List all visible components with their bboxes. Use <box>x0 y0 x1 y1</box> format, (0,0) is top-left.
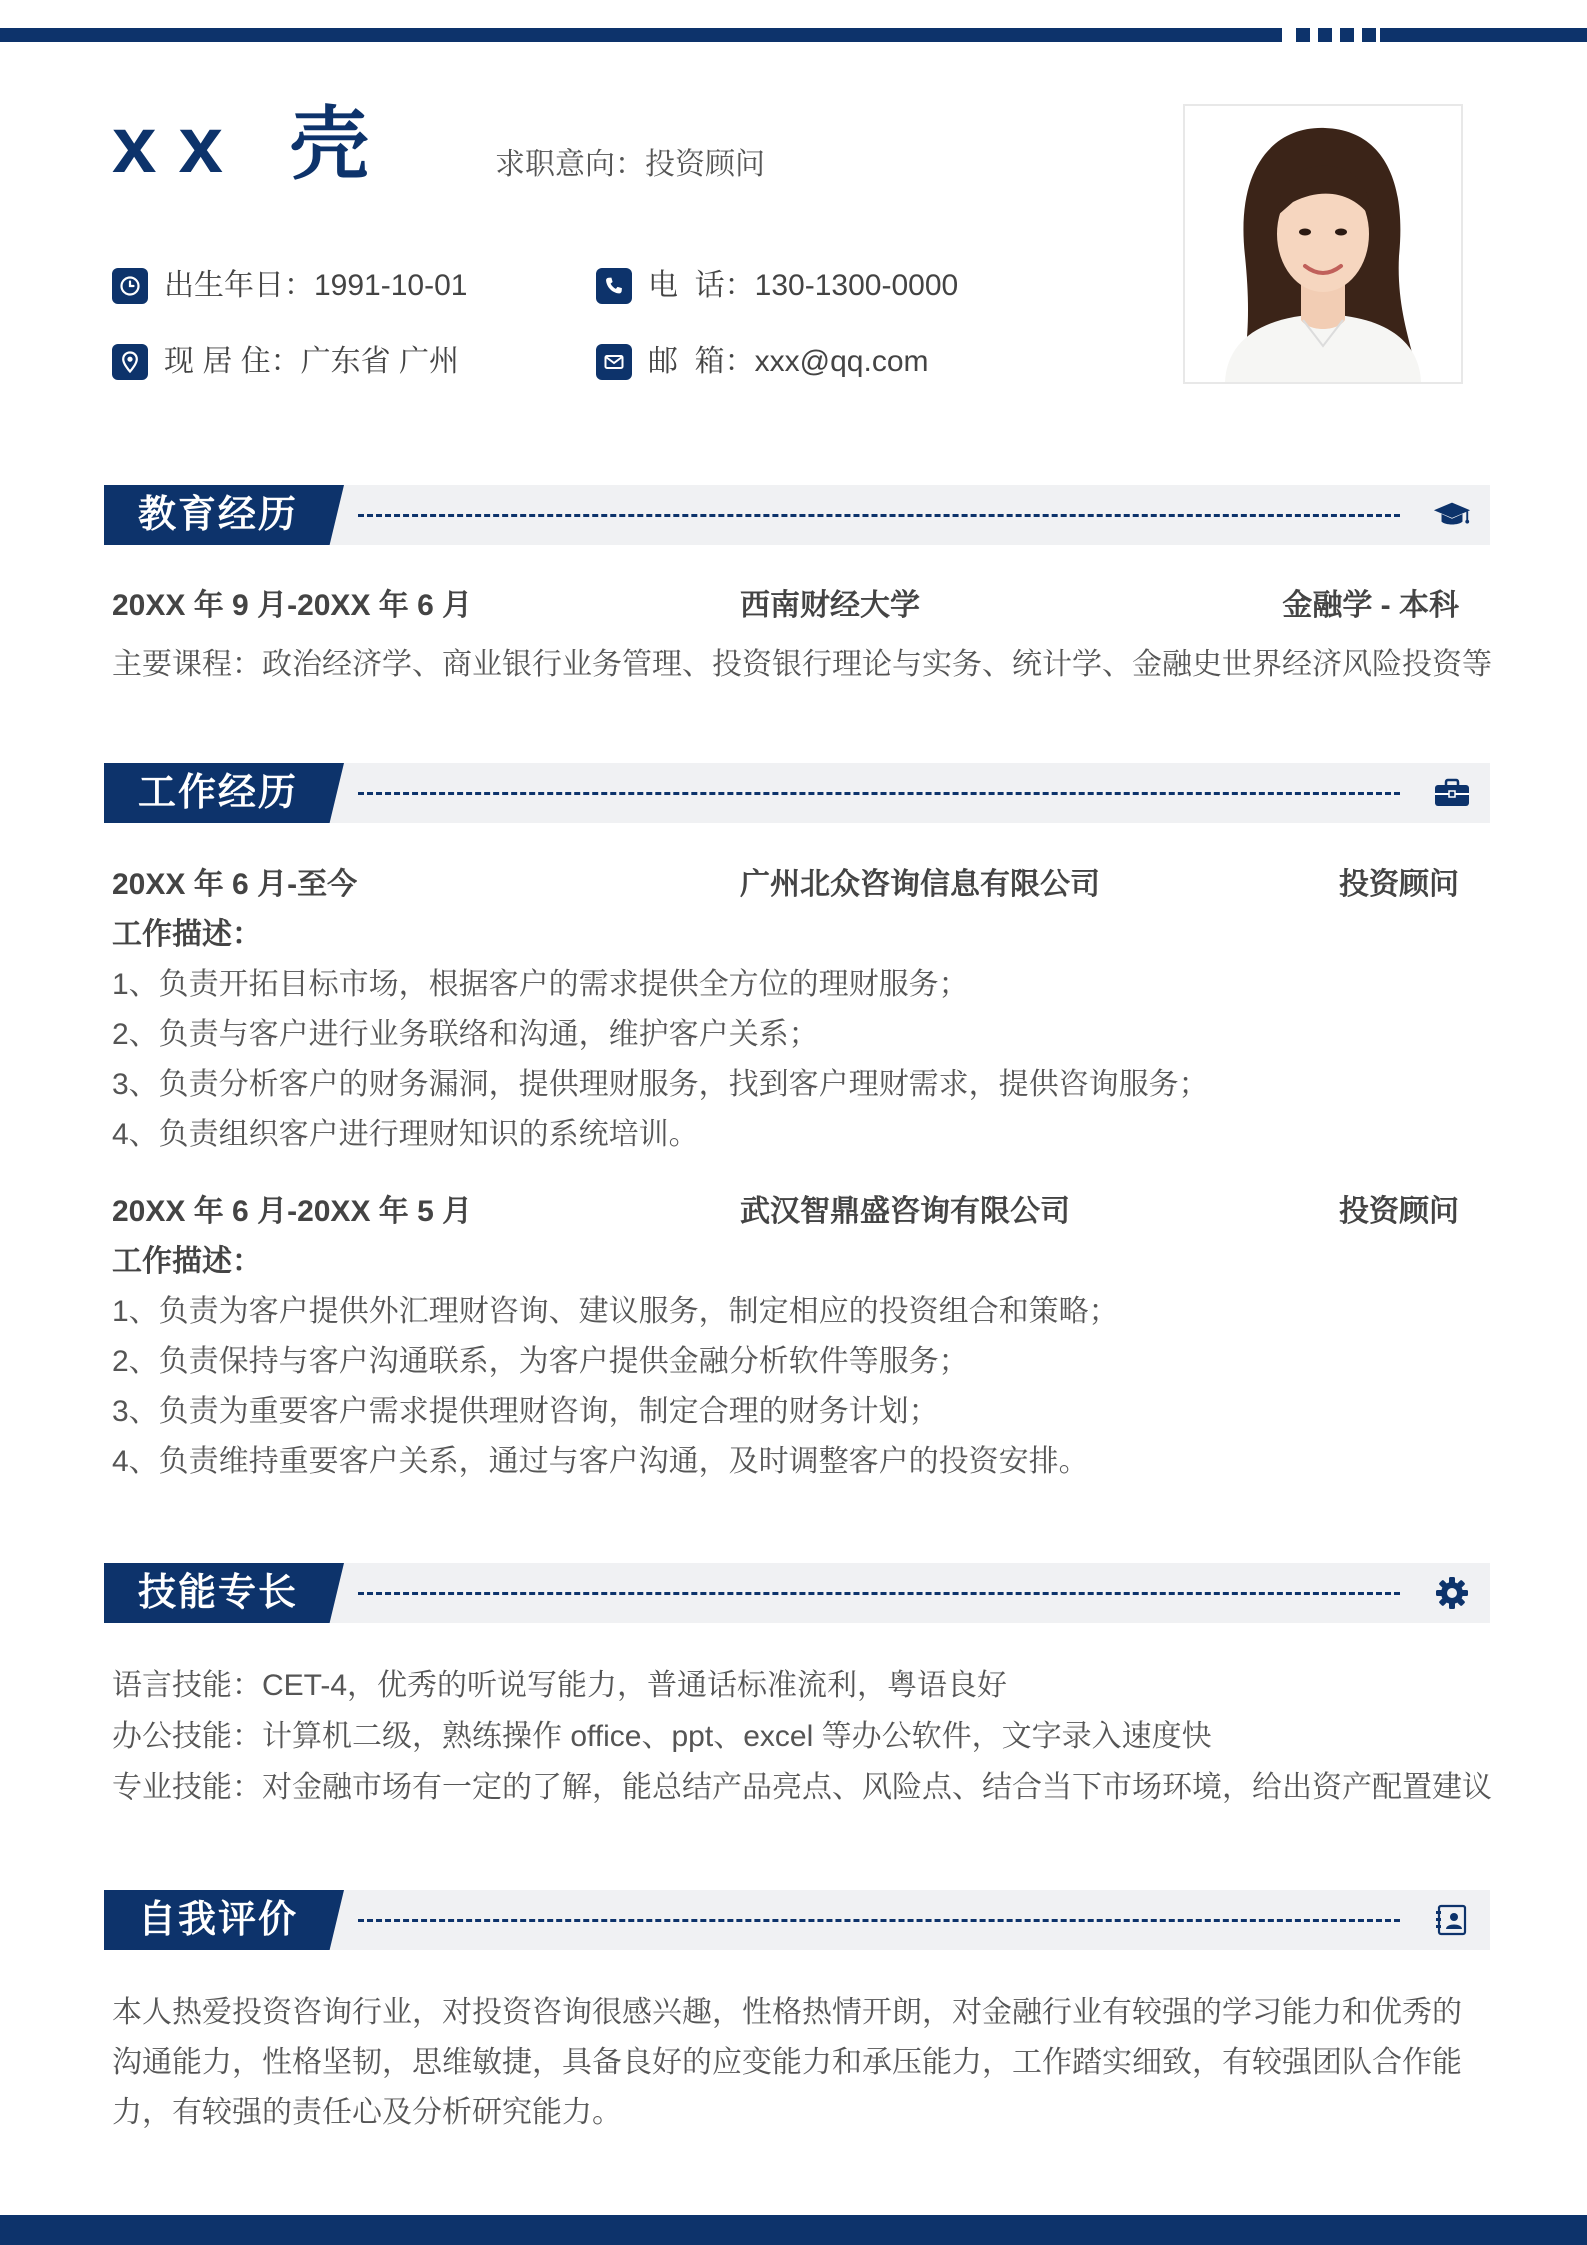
section-header-self-eval <box>104 1890 1490 1950</box>
email-value: xxx@qq.com <box>754 345 929 378</box>
job-desc-label: 工作描述： <box>112 1245 262 1278</box>
job-duty-item: 4、负责组织客户进行理财知识的系统培训。 <box>112 1118 699 1151</box>
job-position: 投资顾问 <box>1339 868 1459 901</box>
contact-card-icon <box>1432 1902 1472 1938</box>
job-company: 广州北众咨询信息有限公司 <box>740 868 1100 901</box>
job-company: 武汉智鼎盛咨询有限公司 <box>740 1195 1070 1228</box>
top-decor-bar <box>0 28 1282 42</box>
gear-icon <box>1432 1575 1472 1611</box>
candidate-name: xx 壳 <box>112 100 392 189</box>
skill-item: 专业技能：对金融市场有一定的了解，能总结产品亮点、风险点、结合当下市场环境，给出资产配置建议 <box>112 1771 1492 1804</box>
job-duty-item: 3、负责为重要客户需求提供理财咨询，制定合理的财务计划； <box>112 1395 939 1428</box>
education-major: 金融学 - 本科 <box>1282 589 1459 622</box>
graduation-cap-icon <box>1432 497 1472 533</box>
phone-label: 电 话： <box>648 269 755 302</box>
birth-info <box>112 266 467 306</box>
self-eval-text: 本人热爱投资咨询行业，对投资咨询很感兴趣，性格热情开朗，对金融行业有较强的学习能力和优秀的沟通能力，性格坚韧，思维敏捷，具备良好的应变能力和承压能力，工作踏实细致，有较强团队合作能力，有较强的责任心及分析研究能力。 <box>112 1996 1462 2129</box>
section-title-work: 工作经历 <box>138 772 299 814</box>
job-duty-item: 3、负责分析客户的财务漏洞，提供理财服务，找到客户理财需求，提供咨询服务； <box>112 1068 1209 1101</box>
job-duty-item: 2、负责与客户进行业务联络和沟通，维护客户关系； <box>112 1018 819 1051</box>
job-intent-label: 求职意向： <box>495 148 645 181</box>
email-label: 邮 箱： <box>648 345 755 378</box>
job-position: 投资顾问 <box>1339 1195 1459 1228</box>
section-title-skills: 技能专长 <box>138 1572 299 1614</box>
top-decor-dot <box>1318 28 1332 42</box>
top-decor-dot <box>1340 28 1354 42</box>
bottom-decor-bar <box>0 2215 1587 2245</box>
top-decor-bar-right <box>1380 28 1587 42</box>
job-duty-item: 2、负责保持与客户沟通联系，为客户提供金融分析软件等服务； <box>112 1345 969 1378</box>
address-label: 现 居 住： <box>164 345 301 378</box>
section-title-education: 教育经历 <box>138 494 299 536</box>
section-divider <box>358 514 1400 517</box>
job-desc-label: 工作描述： <box>112 918 262 951</box>
job-intent <box>495 145 765 185</box>
job-period: 20XX 年 6 月-至今 <box>112 868 358 901</box>
profile-photo <box>1183 104 1463 384</box>
job-period: 20XX 年 6 月-20XX 年 5 月 <box>112 1195 473 1228</box>
location-pin-icon <box>112 344 148 380</box>
section-header-work <box>104 763 1490 823</box>
phone-icon <box>596 268 632 304</box>
education-school: 西南财经大学 <box>740 589 920 622</box>
top-decor-dot <box>1362 28 1376 42</box>
job-row <box>112 1192 1459 1232</box>
section-divider <box>358 792 1400 795</box>
job-duty-item: 1、负责为客户提供外汇理财咨询、建议服务，制定相应的投资组合和策略； <box>112 1295 1119 1328</box>
envelope-icon <box>596 344 632 380</box>
section-divider <box>358 1919 1400 1922</box>
education-courses: 主要课程：政治经济学、商业银行业务管理、投资银行理论与实务、统计学、金融史世界经济风险投资等 <box>112 648 1492 681</box>
email-info <box>596 342 929 382</box>
clock-icon <box>112 268 148 304</box>
top-decor-dot <box>1296 28 1310 42</box>
birth-value: 1991-10-01 <box>314 269 468 302</box>
job-intent-value: 投资顾问 <box>645 148 765 181</box>
job-duty-item: 4、负责维持重要客户关系，通过与客户沟通，及时调整客户的投资安排。 <box>112 1445 1089 1478</box>
section-divider <box>358 1592 1400 1595</box>
education-period: 20XX 年 9 月-20XX 年 6 月 <box>112 589 473 622</box>
job-row <box>112 865 1459 905</box>
job-duty-item: 1、负责开拓目标市场，根据客户的需求提供全方位的理财服务； <box>112 968 969 1001</box>
phone-info <box>596 266 958 306</box>
section-header-education <box>104 485 1490 545</box>
skill-item: 办公技能：计算机二级，熟练操作 office、ppt、excel 等办公软件，文字录入速度快 <box>112 1720 1212 1753</box>
birth-label: 出生年日： <box>164 269 314 302</box>
address-info <box>112 342 459 382</box>
address-value: 广东省 广州 <box>300 345 460 378</box>
phone-value: 130-1300-0000 <box>754 269 959 302</box>
education-row <box>112 586 1459 626</box>
skill-item: 语言技能：CET-4，优秀的听说写能力，普通话标准流利，粤语良好 <box>112 1669 1008 1702</box>
briefcase-icon <box>1432 775 1472 811</box>
section-title-self-eval: 自我评价 <box>138 1899 299 1941</box>
section-header-skills <box>104 1563 1490 1623</box>
